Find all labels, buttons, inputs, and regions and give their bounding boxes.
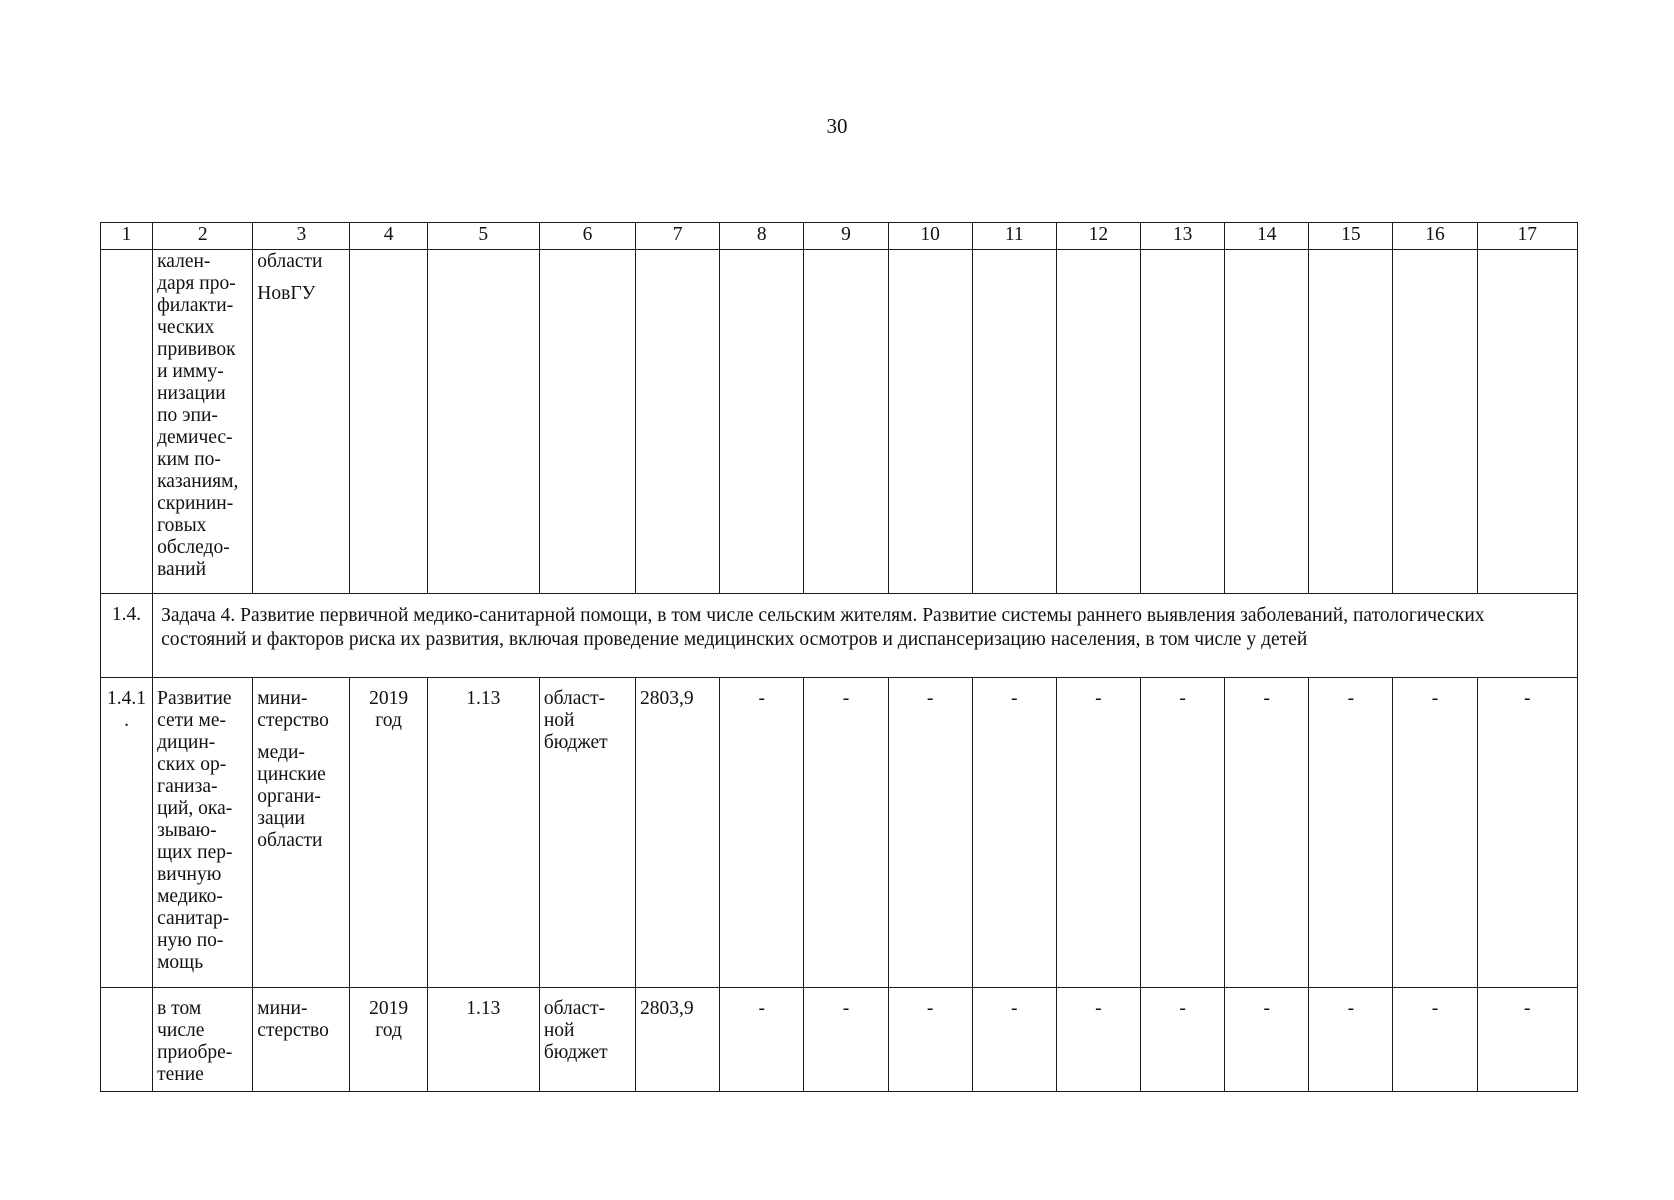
header-cell: 17	[1477, 223, 1577, 250]
header-cell: 13	[1140, 223, 1224, 250]
table-row-1-4-1	[101, 678, 1578, 988]
program-table	[100, 222, 1578, 1092]
header-cell: 9	[804, 223, 888, 250]
cell-source: област- ной бюджет	[539, 988, 635, 1092]
cell-dash: -	[1393, 678, 1477, 988]
cell-dash: -	[1056, 988, 1140, 1092]
cell-dash: -	[804, 988, 888, 1092]
cell-dash: -	[1056, 678, 1140, 988]
header-cell: 8	[720, 223, 804, 250]
header-row	[101, 223, 1578, 250]
cell-empty	[101, 988, 153, 1092]
row-number: 1.4.1.	[101, 678, 153, 988]
cell-dash: -	[1140, 988, 1224, 1092]
cell-year: 2019 год	[350, 988, 427, 1092]
task-row	[101, 594, 1578, 678]
cell-executor: мини- стерство меди- цинские органи- зации области	[253, 678, 350, 988]
cell-executor: мини- стерство	[253, 988, 350, 1092]
task-text: Задача 4. Развитие первичной медико-санитарной помощи, в том числе сельским жителям. Развитие системы раннего выявления заболеваний, патологических состояний и факторов риска их развития, включая проведение медицинских осмотров и диспансеризацию населения, в том числе у детей	[153, 594, 1578, 678]
cell-dash: -	[888, 988, 972, 1092]
header-cell: 2	[153, 223, 253, 250]
header-cell: 12	[1056, 223, 1140, 250]
cell-dash: -	[1393, 988, 1477, 1092]
cell-measure: кален- даря про- филакти- ческих прививок и имму- низации по эпи- демичес- ким по- казаниям, скринин- говых обследо- ваний	[153, 250, 253, 594]
cell-source: област- ной бюджет	[539, 678, 635, 988]
header-cell: 16	[1393, 223, 1477, 250]
cell-dash: -	[972, 678, 1056, 988]
cell-amount: 2803,9	[636, 678, 720, 988]
cell-dash: -	[1309, 988, 1393, 1092]
header-cell: 11	[972, 223, 1056, 250]
cell-measure: в том числе приобре- тение	[153, 988, 253, 1092]
table-row-continuation	[101, 250, 1578, 594]
cell-dash: -	[1309, 678, 1393, 988]
header-cell: 15	[1309, 223, 1393, 250]
cell-dash: -	[972, 988, 1056, 1092]
cell-target: 1.13	[427, 988, 539, 1092]
cell-amount: 2803,9	[636, 988, 720, 1092]
cell-dash: -	[1477, 988, 1577, 1092]
header-cell: 10	[888, 223, 972, 250]
cell-dash: -	[1225, 988, 1309, 1092]
task-number: 1.4.	[101, 594, 153, 678]
cell-dash: -	[720, 678, 804, 988]
cell-dash: -	[720, 988, 804, 1092]
page-number: 30	[826, 114, 848, 138]
executor-line: НовГУ	[257, 283, 316, 304]
cell-dash: -	[1225, 678, 1309, 988]
cell-measure: Развитие сети ме- дицин- ских ор- ганиза- ций, ока- зываю- щих пер- вичную медико- санитар- ную по- мощь	[153, 678, 253, 988]
header-cell: 14	[1225, 223, 1309, 250]
cell-dash: -	[888, 678, 972, 988]
cell-dash: -	[804, 678, 888, 988]
header-cell: 5	[427, 223, 539, 250]
cell-target: 1.13	[427, 678, 539, 988]
cell-year: 2019 год	[350, 678, 427, 988]
header-cell: 7	[636, 223, 720, 250]
header-cell: 1	[101, 223, 153, 250]
header-cell: 3	[253, 223, 350, 250]
cell-empty	[101, 250, 153, 594]
cell-dash: -	[1477, 678, 1577, 988]
executor-line: области	[257, 251, 323, 272]
table-row-sub	[101, 988, 1578, 1092]
header-cell: 4	[350, 223, 427, 250]
cell-executor	[253, 250, 350, 594]
header-cell: 6	[539, 223, 635, 250]
cell-dash: -	[1140, 678, 1224, 988]
